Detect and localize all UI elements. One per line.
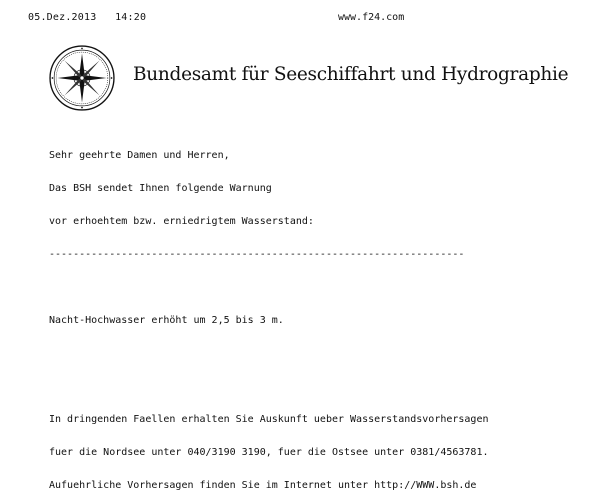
fax-header-datetime: 05.Dez.2013 14:20: [28, 12, 147, 23]
letter-body: [49, 128, 489, 502]
info-line-3: Aufuehrliche Vorhersagen finden Sie im Internet unter http://WWW.bsh.de: [49, 480, 477, 491]
intro-line-2: vor erhoehtem bzw. erniedrigtem Wasserstand:: [49, 216, 314, 227]
blank-line: [49, 381, 489, 392]
intro-line-1: Das BSH sendet Ihnen folgende Warnung: [49, 183, 272, 194]
fax-header-source: www.f24.com: [338, 12, 405, 23]
blank-line: [49, 348, 489, 359]
info-line-1: In dringenden Faellen erhalten Sie Auskunft ueber Wasserstandsvorhersagen: [49, 414, 489, 425]
compass-rose-seal-icon: [48, 44, 116, 112]
blank-line: [49, 282, 489, 293]
warning-text: Nacht-Hochwasser erhöht um 2,5 bis 3 m.: [49, 315, 284, 326]
salutation: Sehr geehrte Damen und Herren,: [49, 150, 230, 161]
separator-line: ---------------------------------------------------------------------: [49, 249, 465, 260]
organization-name: Bundesamt für Seeschiffahrt und Hydrographie: [133, 64, 569, 85]
info-line-2: fuer die Nordsee unter 040/3190 3190, fuer die Ostsee unter 0381/4563781.: [49, 447, 489, 458]
